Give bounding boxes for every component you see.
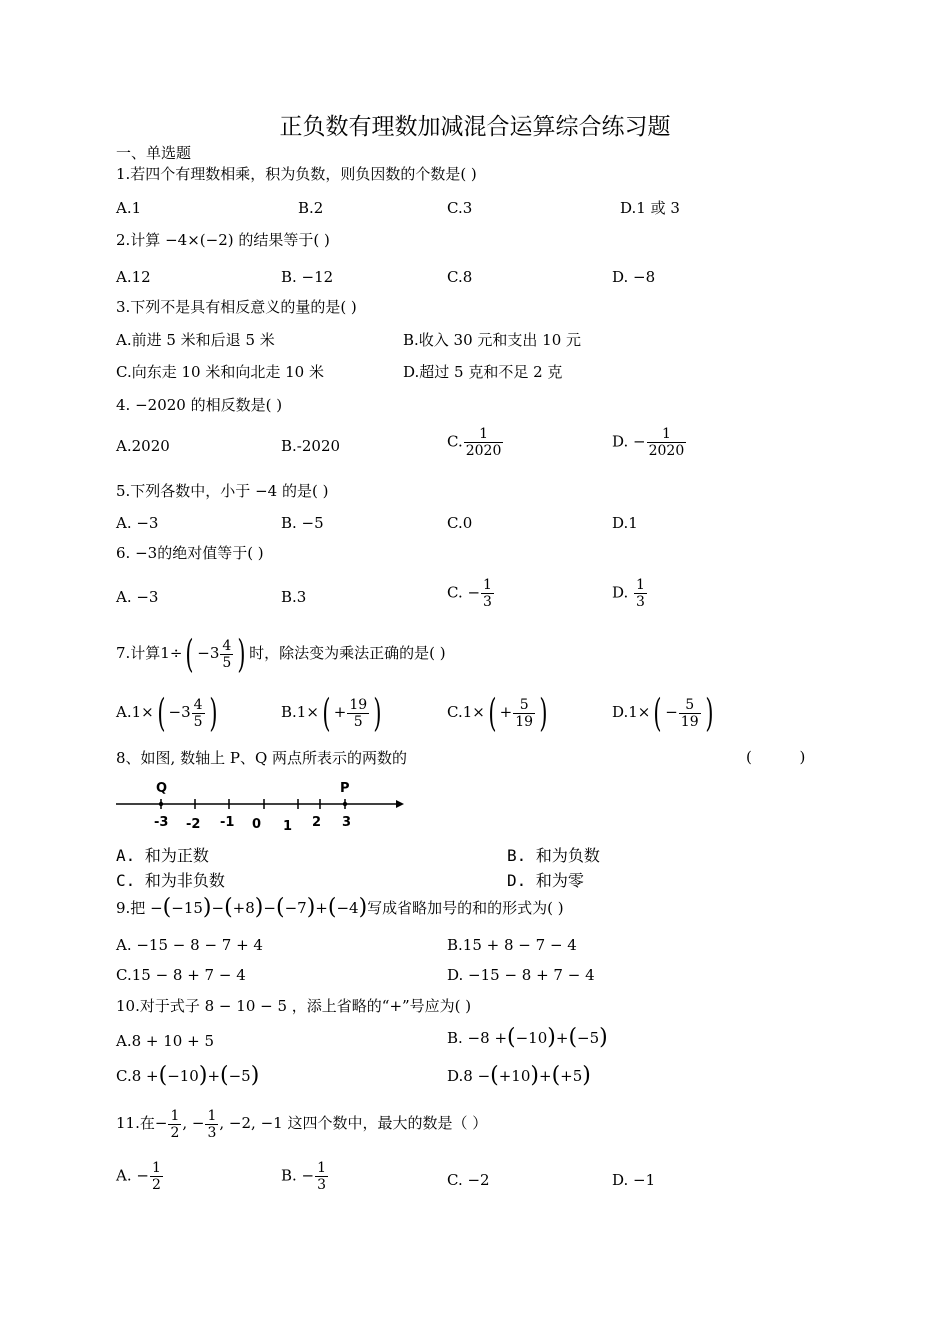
label-p: P — [340, 781, 350, 796]
tick-label: -1 — [220, 815, 235, 830]
q7-option-b: B.1×( + $\frac{19}{5}$ ) — [281, 691, 382, 735]
number-line-figure — [112, 776, 412, 832]
q5-option-d: D.1 — [612, 514, 638, 532]
page-title: 正负数有理数加减混合运算综合练习题 — [279, 114, 671, 140]
fraction: $\frac{4}{5}$ — [222, 637, 232, 671]
fraction: $\frac{4}{5}$ — [193, 696, 203, 730]
q4-option-d: D. − $\frac{1}{2020}$ — [612, 426, 685, 459]
axis-arrow — [396, 800, 404, 808]
q11-option-c: C. −2 — [447, 1171, 490, 1189]
question-3-stem: 3.下列不是具有相反意义的量的是( ) — [116, 298, 357, 316]
q1-option-c: C.3 — [447, 199, 473, 217]
question-6-stem: 6. −3的绝对值等于( ) — [116, 544, 264, 562]
question-8-stem: 8、如图, 数轴上 P、Q 两点所表示的两数的 — [116, 749, 408, 767]
q11-option-b: B. − $\frac{1}{3}$ — [281, 1160, 327, 1193]
label-q: Q — [156, 781, 168, 796]
answer-blank: ( ) — [746, 748, 806, 766]
question-5-stem: 5.下列各数中，小于 −4 的是( ) — [116, 482, 329, 500]
fraction: $\frac{1}{2020}$ — [465, 426, 502, 459]
q6-option-d: D. $\frac{1}{3}$ — [612, 577, 645, 610]
q1-option-b: B.2 — [298, 199, 324, 217]
tick-label: 1 — [283, 819, 293, 832]
tick-label: 0 — [252, 817, 262, 832]
q10-option-b: B. −8 +(−10)+(−5) — [447, 1025, 608, 1050]
q8-option-a: A. 和为正数 — [116, 846, 209, 865]
q5-option-c: C.0 — [447, 514, 473, 532]
q4-option-a: A.2020 — [116, 437, 170, 455]
q2-option-d: D. −8 — [612, 268, 656, 286]
question-7-stem: 7.计算1÷( −3 $\frac{4}{5}$ ) 时，除法变为乘法正确的是( ) — [116, 632, 446, 676]
q8-option-b: B. 和为负数 — [507, 846, 600, 865]
tick-label: 3 — [342, 815, 352, 830]
question-10-stem: 10.对于式子 8 − 10 − 5 ，添上省略的“+”号应为( ) — [116, 997, 472, 1015]
q3-option-a: A.前进 5 米和后退 5 米 — [116, 331, 275, 349]
fraction: $\frac{5}{19}$ — [515, 696, 534, 730]
fraction: $\frac{1}{3}$ — [483, 577, 492, 610]
q5-option-b: B. −5 — [281, 514, 324, 532]
q6-option-a: A. −3 — [116, 588, 159, 606]
question-11-stem: 11.在− $\frac{1}{2}$ , − $\frac{1}{3}$ , −2, −1 这四个数中，最大的数是（ ） — [116, 1107, 488, 1141]
q2-option-a: A.12 — [116, 268, 151, 286]
q2-post: 的结果等于( ) — [238, 231, 330, 249]
q4-option-c: C. $\frac{1}{2020}$ — [447, 426, 502, 459]
fraction: $\frac{1}{3}$ — [207, 1107, 217, 1141]
q10-option-c: C.8 +(−10)+(−5) — [116, 1063, 260, 1088]
fraction: $\frac{1}{2}$ — [151, 1160, 161, 1193]
q3-option-c: C.向东走 10 米和向北走 10 米 — [116, 363, 324, 381]
q1-option-d: D.1 或 3 — [620, 199, 680, 217]
q2-pre: 2.计算 — [116, 231, 161, 249]
q11-option-d: D. −1 — [612, 1171, 656, 1189]
tick-label: 2 — [312, 815, 322, 830]
q2-option-c: C.8 — [447, 268, 473, 286]
fraction: $\frac{1}{3}$ — [317, 1160, 327, 1193]
question-2-stem — [116, 230, 330, 250]
fraction: $\frac{1}{2}$ — [170, 1107, 180, 1141]
fraction: $\frac{1}{2020}$ — [648, 426, 685, 459]
q3-option-b: B.收入 30 元和支出 10 元 — [403, 331, 582, 349]
q9-option-b: B.15 + 8 − 7 − 4 — [447, 936, 577, 954]
q2-option-b: B. −12 — [281, 268, 334, 286]
q2-expression: −4×(−2) — [165, 231, 234, 249]
q9-option-c: C.15 − 8 + 7 − 4 — [116, 966, 246, 984]
q11-option-a: A. − $\frac{1}{2}$ — [116, 1160, 161, 1193]
fraction: $\frac{1}{3}$ — [636, 577, 645, 610]
tick-label: -2 — [186, 817, 201, 832]
section-heading: 一、单选题 — [116, 144, 192, 162]
q7-option-c: C.1×( + $\frac{5}{19}$ ) — [447, 691, 548, 735]
q3-option-d: D.超过 5 克和不足 2 克 — [403, 363, 563, 381]
question-4-stem: 4. −2020 的相反数是( ) — [116, 396, 283, 414]
fraction: $\frac{19}{5}$ — [349, 696, 368, 730]
point-p — [343, 802, 347, 806]
q9-option-d: D. −15 − 8 + 7 − 4 — [447, 966, 595, 984]
tick-label: -3 — [154, 815, 169, 830]
q4-option-b: B.-2020 — [281, 437, 341, 455]
q10-option-a: A.8 + 10 + 5 — [116, 1032, 214, 1050]
fraction: $\frac{5}{19}$ — [680, 696, 699, 730]
q8-option-d: D. 和为零 — [507, 871, 584, 890]
q6-option-b: B.3 — [281, 588, 307, 606]
q10-option-d: D.8 −(+10)+(+5) — [447, 1063, 591, 1088]
q1-option-a: A.1 — [116, 199, 142, 217]
q7-option-d: D.1×( − $\frac{5}{19}$ ) — [612, 691, 714, 735]
q8-option-c: C. 和为非负数 — [116, 871, 225, 890]
q5-option-a: A. −3 — [116, 514, 159, 532]
question-1-stem: 1.若四个有理数相乘，积为负数，则负因数的个数是( ) — [116, 165, 477, 183]
q6-option-c: C. − $\frac{1}{3}$ — [447, 577, 492, 610]
question-9-stem: 9.把 −(−15)−(+8)−(−7)+(−4)写成省略加号的和的形式为( ) — [116, 895, 564, 920]
q9-option-a: A. −15 − 8 − 7 + 4 — [116, 936, 263, 954]
point-q — [159, 802, 163, 806]
q7-option-a: A.1×( −3 $\frac{4}{5}$ ) — [116, 691, 218, 735]
